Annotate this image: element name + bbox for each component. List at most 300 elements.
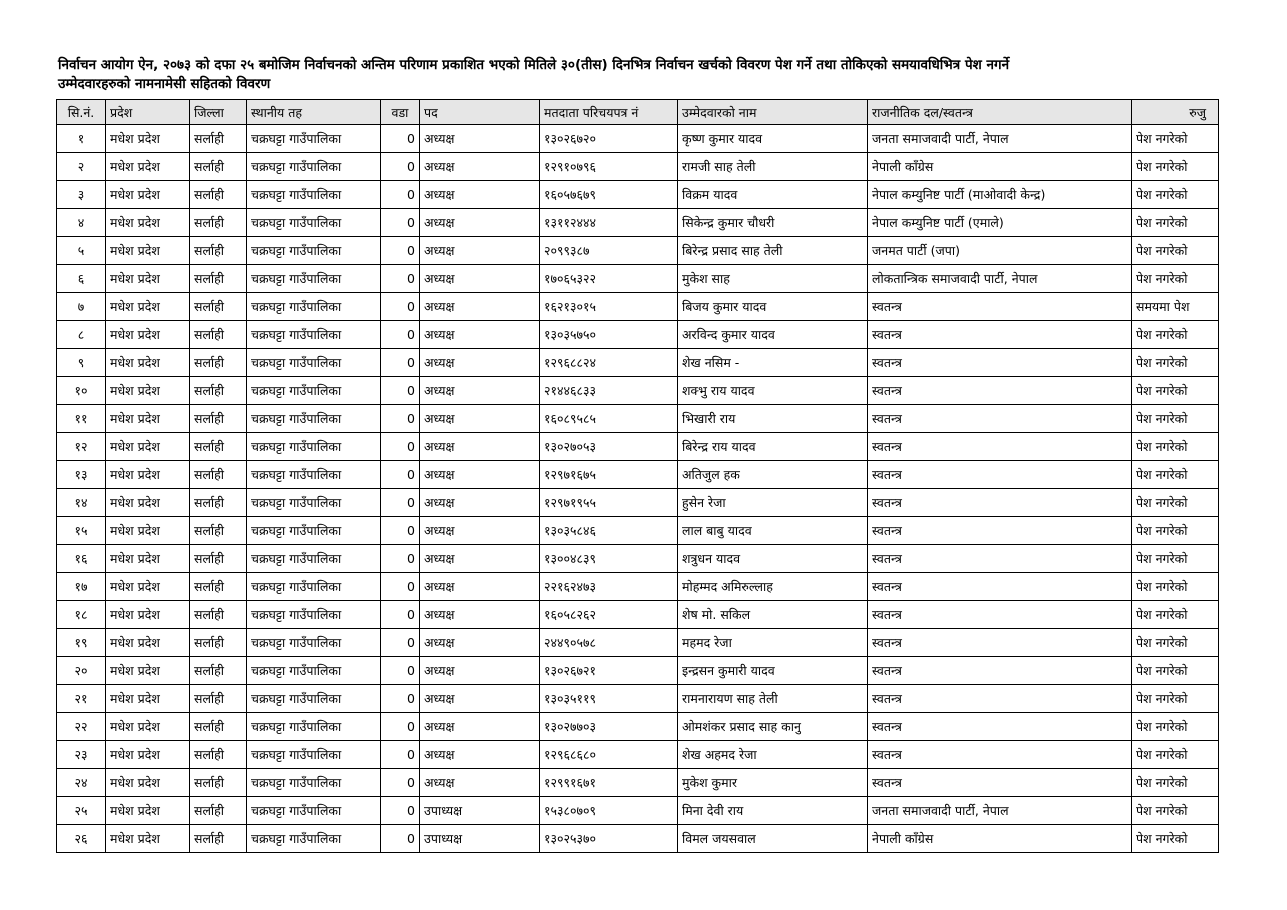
- serial-cell: १: [57, 125, 106, 153]
- table-header-row: [57, 100, 1219, 125]
- candidate-name-cell: शक्भु राय यादव: [678, 377, 868, 405]
- status-cell: पेश नगरेको: [1132, 545, 1219, 573]
- voter-id-cell: १६२१३०१५: [540, 293, 678, 321]
- status-cell: पेश नगरेको: [1132, 769, 1219, 797]
- province-cell: मधेश प्रदेश: [106, 489, 190, 517]
- party-cell: स्वतन्त्र: [868, 545, 1132, 573]
- ward-cell: 0: [381, 601, 420, 629]
- table-row: [57, 573, 1219, 601]
- party-cell: स्वतन्त्र: [868, 517, 1132, 545]
- party-cell: स्वतन्त्र: [868, 405, 1132, 433]
- local-level-cell: चक्रघट्टा गाउँपालिका: [247, 293, 381, 321]
- candidate-name-cell: हुसेन रेजा: [678, 489, 868, 517]
- status-cell: पेश नगरेको: [1132, 433, 1219, 461]
- status-cell: पेश नगरेको: [1132, 741, 1219, 769]
- party-cell: स्वतन्त्र: [868, 713, 1132, 741]
- province-cell: मधेश प्रदेश: [106, 741, 190, 769]
- candidate-name-cell: ओमशंकर प्रसाद साह कानु: [678, 713, 868, 741]
- party-cell: स्वतन्त्र: [868, 293, 1132, 321]
- serial-cell: २६: [57, 825, 106, 853]
- district-cell: सर्लाही: [190, 825, 247, 853]
- district-cell: सर्लाही: [190, 265, 247, 293]
- table-row: [57, 349, 1219, 377]
- col-header-status: रुजु: [1132, 100, 1219, 125]
- voter-id-cell: १२९९१६७१: [540, 769, 678, 797]
- table-row: [57, 461, 1219, 489]
- local-level-cell: चक्रघट्टा गाउँपालिका: [247, 685, 381, 713]
- serial-cell: ५: [57, 237, 106, 265]
- district-cell: सर्लाही: [190, 601, 247, 629]
- district-cell: सर्लाही: [190, 713, 247, 741]
- province-cell: मधेश प्रदेश: [106, 209, 190, 237]
- local-level-cell: चक्रघट्टा गाउँपालिका: [247, 545, 381, 573]
- province-cell: मधेश प्रदेश: [106, 433, 190, 461]
- post-cell: अध्यक्ष: [420, 209, 540, 237]
- candidate-name-cell: विक्रम यादव: [678, 181, 868, 209]
- party-cell: जनता समाजवादी पार्टी, नेपाल: [868, 797, 1132, 825]
- table-row: [57, 713, 1219, 741]
- voter-id-cell: १३११२४४४: [540, 209, 678, 237]
- post-cell: अध्यक्ष: [420, 573, 540, 601]
- status-cell: पेश नगरेको: [1132, 657, 1219, 685]
- candidate-name-cell: मुकेश कुमार: [678, 769, 868, 797]
- ward-cell: 0: [381, 573, 420, 601]
- voter-id-cell: २०९९३८७: [540, 237, 678, 265]
- status-cell: पेश नगरेको: [1132, 713, 1219, 741]
- party-cell: स्वतन्त्र: [868, 601, 1132, 629]
- col-header-serial: सि.नं.: [57, 100, 106, 125]
- table-row: [57, 601, 1219, 629]
- ward-cell: 0: [381, 713, 420, 741]
- candidate-name-cell: बिरेन्द्र राय यादव: [678, 433, 868, 461]
- col-header-candidate-name: उम्मेदवारको नाम: [678, 100, 868, 125]
- party-cell: स्वतन्त्र: [868, 461, 1132, 489]
- post-cell: अध्यक्ष: [420, 405, 540, 433]
- table-row: [57, 797, 1219, 825]
- table-row: [57, 741, 1219, 769]
- voter-id-cell: १२९७१९५५: [540, 489, 678, 517]
- post-cell: अध्यक्ष: [420, 545, 540, 573]
- candidate-name-cell: कृष्ण कुमार यादव: [678, 125, 868, 153]
- post-cell: अध्यक्ष: [420, 181, 540, 209]
- province-cell: मधेश प्रदेश: [106, 461, 190, 489]
- local-level-cell: चक्रघट्टा गाउँपालिका: [247, 349, 381, 377]
- voter-id-cell: १२९१०७९६: [540, 153, 678, 181]
- local-level-cell: चक्रघट्टा गाउँपालिका: [247, 461, 381, 489]
- ward-cell: 0: [381, 629, 420, 657]
- serial-cell: ६: [57, 265, 106, 293]
- post-cell: अध्यक्ष: [420, 685, 540, 713]
- col-header-district: जिल्ला: [190, 100, 247, 125]
- district-cell: सर्लाही: [190, 769, 247, 797]
- ward-cell: 0: [381, 657, 420, 685]
- serial-cell: २: [57, 153, 106, 181]
- province-cell: मधेश प्रदेश: [106, 629, 190, 657]
- serial-cell: २१: [57, 685, 106, 713]
- ward-cell: 0: [381, 685, 420, 713]
- party-cell: स्वतन्त्र: [868, 489, 1132, 517]
- party-cell: स्वतन्त्र: [868, 433, 1132, 461]
- table-row: [57, 405, 1219, 433]
- province-cell: मधेश प्रदेश: [106, 153, 190, 181]
- table-row: [57, 181, 1219, 209]
- district-cell: सर्लाही: [190, 741, 247, 769]
- local-level-cell: चक्रघट्टा गाउँपालिका: [247, 181, 381, 209]
- district-cell: सर्लाही: [190, 685, 247, 713]
- table-row: [57, 629, 1219, 657]
- post-cell: उपाध्यक्ष: [420, 825, 540, 853]
- local-level-cell: चक्रघट्टा गाउँपालिका: [247, 825, 381, 853]
- serial-cell: १३: [57, 461, 106, 489]
- voter-id-cell: १७०६५३२२: [540, 265, 678, 293]
- voter-id-cell: २४४९०५७८: [540, 629, 678, 657]
- candidate-name-cell: अतिजुल हक: [678, 461, 868, 489]
- voter-id-cell: २१४४६८३३: [540, 377, 678, 405]
- title-line-1: निर्वाचन आयोग ऐन, २०७३ को दफा २५ बमोजिम निर्वाचनको अन्तिम परिणाम प्रकाशित भएको मितिले ३०(तीस) दिनभित्र निर्वाचन खर्चको विवरण पेश गर्ने तथा तोकिएको समयावधिभित्र पेश नगर्ने: [58, 57, 1010, 73]
- ward-cell: 0: [381, 545, 420, 573]
- district-cell: सर्लाही: [190, 321, 247, 349]
- voter-id-cell: १६०८९५८५: [540, 405, 678, 433]
- district-cell: सर्लाही: [190, 209, 247, 237]
- serial-cell: १४: [57, 489, 106, 517]
- ward-cell: 0: [381, 489, 420, 517]
- party-cell: नेपाल कम्युनिष्ट पार्टी (एमाले): [868, 209, 1132, 237]
- candidate-name-cell: शेष मो. सकिल: [678, 601, 868, 629]
- province-cell: मधेश प्रदेश: [106, 769, 190, 797]
- serial-cell: २५: [57, 797, 106, 825]
- table-row: [57, 825, 1219, 853]
- post-cell: अध्यक्ष: [420, 489, 540, 517]
- serial-cell: १७: [57, 573, 106, 601]
- district-cell: सर्लाही: [190, 545, 247, 573]
- local-level-cell: चक्रघट्टा गाउँपालिका: [247, 153, 381, 181]
- post-cell: अध्यक्ष: [420, 517, 540, 545]
- local-level-cell: चक्रघट्टा गाउँपालिका: [247, 797, 381, 825]
- post-cell: अध्यक्ष: [420, 265, 540, 293]
- candidate-name-cell: महमद रेजा: [678, 629, 868, 657]
- district-cell: सर्लाही: [190, 125, 247, 153]
- candidate-name-cell: लाल बाबु यादव: [678, 517, 868, 545]
- province-cell: मधेश प्रदेश: [106, 237, 190, 265]
- table-row: [57, 545, 1219, 573]
- party-cell: स्वतन्त्र: [868, 349, 1132, 377]
- ward-cell: 0: [381, 769, 420, 797]
- province-cell: मधेश प्रदेश: [106, 797, 190, 825]
- local-level-cell: चक्रघट्टा गाउँपालिका: [247, 713, 381, 741]
- candidate-name-cell: विमल जयसवाल: [678, 825, 868, 853]
- local-level-cell: चक्रघट्टा गाउँपालिका: [247, 433, 381, 461]
- status-cell: पेश नगरेको: [1132, 377, 1219, 405]
- col-header-voter-id: मतदाता परिचयपत्र नं: [540, 100, 678, 125]
- ward-cell: 0: [381, 153, 420, 181]
- party-cell: स्वतन्त्र: [868, 573, 1132, 601]
- status-cell: पेश नगरेको: [1132, 601, 1219, 629]
- col-header-local-level: स्थानीय तह: [247, 100, 381, 125]
- serial-cell: ४: [57, 209, 106, 237]
- col-header-province: प्रदेश: [106, 100, 190, 125]
- voter-id-cell: १३०३५११९: [540, 685, 678, 713]
- district-cell: सर्लाही: [190, 181, 247, 209]
- voter-id-cell: १३०२६७२१: [540, 657, 678, 685]
- post-cell: अध्यक्ष: [420, 433, 540, 461]
- ward-cell: 0: [381, 209, 420, 237]
- party-cell: स्वतन्त्र: [868, 629, 1132, 657]
- table-row: [57, 489, 1219, 517]
- table-row: [57, 209, 1219, 237]
- status-cell: पेश नगरेको: [1132, 181, 1219, 209]
- party-cell: लोकतान्त्रिक समाजवादी पार्टी, नेपाल: [868, 265, 1132, 293]
- voter-id-cell: १२९६८६८०: [540, 741, 678, 769]
- local-level-cell: चक्रघट्टा गाउँपालिका: [247, 125, 381, 153]
- candidate-name-cell: शेख अहमद रेजा: [678, 741, 868, 769]
- candidate-name-cell: भिखारी राय: [678, 405, 868, 433]
- table-row: [57, 685, 1219, 713]
- voter-id-cell: १३०२५३७०: [540, 825, 678, 853]
- province-cell: मधेश प्रदेश: [106, 405, 190, 433]
- province-cell: मधेश प्रदेश: [106, 125, 190, 153]
- local-level-cell: चक्रघट्टा गाउँपालिका: [247, 517, 381, 545]
- post-cell: अध्यक्ष: [420, 769, 540, 797]
- table-row: [57, 125, 1219, 153]
- serial-cell: १९: [57, 629, 106, 657]
- table-row: [57, 265, 1219, 293]
- serial-cell: १८: [57, 601, 106, 629]
- post-cell: उपाध्यक्ष: [420, 797, 540, 825]
- status-cell: पेश नगरेको: [1132, 629, 1219, 657]
- ward-cell: 0: [381, 825, 420, 853]
- candidate-name-cell: मोहम्मद अमिरुल्लाह: [678, 573, 868, 601]
- status-cell: पेश नगरेको: [1132, 265, 1219, 293]
- voter-id-cell: २२१६२४७३: [540, 573, 678, 601]
- status-cell: पेश नगरेको: [1132, 237, 1219, 265]
- district-cell: सर्लाही: [190, 237, 247, 265]
- party-cell: नेपाल कम्युनिष्ट पार्टी (माओवादी केन्द्र): [868, 181, 1132, 209]
- post-cell: अध्यक्ष: [420, 349, 540, 377]
- party-cell: स्वतन्त्र: [868, 657, 1132, 685]
- table-row: [57, 517, 1219, 545]
- voter-id-cell: १२९६८८२४: [540, 349, 678, 377]
- district-cell: सर्लाही: [190, 797, 247, 825]
- ward-cell: 0: [381, 349, 420, 377]
- province-cell: मधेश प्रदेश: [106, 685, 190, 713]
- serial-cell: १६: [57, 545, 106, 573]
- col-header-ward: वडा: [381, 100, 420, 125]
- candidate-name-cell: रामजी साह तेली: [678, 153, 868, 181]
- district-cell: सर्लाही: [190, 349, 247, 377]
- post-cell: अध्यक्ष: [420, 237, 540, 265]
- province-cell: मधेश प्रदेश: [106, 657, 190, 685]
- status-cell: पेश नगरेको: [1132, 797, 1219, 825]
- district-cell: सर्लाही: [190, 461, 247, 489]
- province-cell: मधेश प्रदेश: [106, 573, 190, 601]
- status-cell: पेश नगरेको: [1132, 349, 1219, 377]
- serial-cell: ३: [57, 181, 106, 209]
- ward-cell: 0: [381, 237, 420, 265]
- serial-cell: २४: [57, 769, 106, 797]
- status-cell: पेश नगरेको: [1132, 573, 1219, 601]
- voter-id-cell: १३०२६७२०: [540, 125, 678, 153]
- local-level-cell: चक्रघट्टा गाउँपालिका: [247, 237, 381, 265]
- province-cell: मधेश प्रदेश: [106, 181, 190, 209]
- local-level-cell: चक्रघट्टा गाउँपालिका: [247, 377, 381, 405]
- status-cell: पेश नगरेको: [1132, 461, 1219, 489]
- ward-cell: 0: [381, 125, 420, 153]
- party-cell: स्वतन्त्र: [868, 685, 1132, 713]
- serial-cell: ११: [57, 405, 106, 433]
- district-cell: सर्लाही: [190, 517, 247, 545]
- candidate-name-cell: रामनारायण साह तेली: [678, 685, 868, 713]
- table-row: [57, 153, 1219, 181]
- voter-id-cell: १६०५७६७९: [540, 181, 678, 209]
- ward-cell: 0: [381, 797, 420, 825]
- post-cell: अध्यक्ष: [420, 461, 540, 489]
- post-cell: अध्यक्ष: [420, 629, 540, 657]
- province-cell: मधेश प्रदेश: [106, 713, 190, 741]
- district-cell: सर्लाही: [190, 293, 247, 321]
- candidate-name-cell: मुकेश साह: [678, 265, 868, 293]
- status-cell: समयमा पेश: [1132, 293, 1219, 321]
- post-cell: अध्यक्ष: [420, 741, 540, 769]
- candidate-name-cell: बिरेन्द्र प्रसाद साह तेली: [678, 237, 868, 265]
- party-cell: नेपाली काँग्रेस: [868, 153, 1132, 181]
- ward-cell: 0: [381, 405, 420, 433]
- status-cell: पेश नगरेको: [1132, 825, 1219, 853]
- province-cell: मधेश प्रदेश: [106, 825, 190, 853]
- local-level-cell: चक्रघट्टा गाउँपालिका: [247, 209, 381, 237]
- table-row: [57, 769, 1219, 797]
- voter-id-cell: १३०२७०५३: [540, 433, 678, 461]
- candidate-name-cell: सिकेन्द्र कुमार चौधरी: [678, 209, 868, 237]
- party-cell: जनमत पार्टी (जपा): [868, 237, 1132, 265]
- status-cell: पेश नगरेको: [1132, 685, 1219, 713]
- party-cell: स्वतन्त्र: [868, 741, 1132, 769]
- province-cell: मधेश प्रदेश: [106, 349, 190, 377]
- ward-cell: 0: [381, 461, 420, 489]
- party-cell: स्वतन्त्र: [868, 321, 1132, 349]
- serial-cell: २२: [57, 713, 106, 741]
- district-cell: सर्लाही: [190, 629, 247, 657]
- party-cell: स्वतन्त्र: [868, 769, 1132, 797]
- serial-cell: १२: [57, 433, 106, 461]
- voter-id-cell: १६०५८२६२: [540, 601, 678, 629]
- candidate-name-cell: शत्रुधन यादव: [678, 545, 868, 573]
- status-cell: पेश नगरेको: [1132, 517, 1219, 545]
- serial-cell: २३: [57, 741, 106, 769]
- candidate-name-cell: अरविन्द कुमार यादव: [678, 321, 868, 349]
- ward-cell: 0: [381, 321, 420, 349]
- voter-id-cell: १२९७१६७५: [540, 461, 678, 489]
- post-cell: अध्यक्ष: [420, 713, 540, 741]
- table-row: [57, 657, 1219, 685]
- ward-cell: 0: [381, 181, 420, 209]
- party-cell: नेपाली काँग्रेस: [868, 825, 1132, 853]
- status-cell: पेश नगरेको: [1132, 125, 1219, 153]
- ward-cell: 0: [381, 377, 420, 405]
- title-line-2: उम्मेदवारहरुको नामनामेसी सहितको विवरण: [58, 76, 271, 92]
- voter-id-cell: १३००४८३९: [540, 545, 678, 573]
- status-cell: पेश नगरेको: [1132, 321, 1219, 349]
- province-cell: मधेश प्रदेश: [106, 265, 190, 293]
- serial-cell: १५: [57, 517, 106, 545]
- page-title: [58, 56, 1228, 94]
- candidate-name-cell: मिना देवी राय: [678, 797, 868, 825]
- ward-cell: 0: [381, 293, 420, 321]
- status-cell: पेश नगरेको: [1132, 209, 1219, 237]
- candidate-name-cell: शेख नसिम -: [678, 349, 868, 377]
- post-cell: अध्यक्ष: [420, 601, 540, 629]
- serial-cell: ७: [57, 293, 106, 321]
- candidate-table: [56, 99, 1219, 853]
- local-level-cell: चक्रघट्टा गाउँपालिका: [247, 657, 381, 685]
- ward-cell: 0: [381, 517, 420, 545]
- post-cell: अध्यक्ष: [420, 125, 540, 153]
- district-cell: सर्लाही: [190, 433, 247, 461]
- local-level-cell: चक्रघट्टा गाउँपालिका: [247, 265, 381, 293]
- local-level-cell: चक्रघट्टा गाउँपालिका: [247, 489, 381, 517]
- party-cell: जनता समाजवादी पार्टी, नेपाल: [868, 125, 1132, 153]
- status-cell: पेश नगरेको: [1132, 153, 1219, 181]
- local-level-cell: चक्रघट्टा गाउँपालिका: [247, 741, 381, 769]
- post-cell: अध्यक्ष: [420, 321, 540, 349]
- voter-id-cell: १३०२७७०३: [540, 713, 678, 741]
- province-cell: मधेश प्रदेश: [106, 377, 190, 405]
- province-cell: मधेश प्रदेश: [106, 517, 190, 545]
- party-cell: स्वतन्त्र: [868, 377, 1132, 405]
- local-level-cell: चक्रघट्टा गाउँपालिका: [247, 629, 381, 657]
- col-header-post: पद: [420, 100, 540, 125]
- voter-id-cell: १५३८०७०९: [540, 797, 678, 825]
- serial-cell: ९: [57, 349, 106, 377]
- table-row: [57, 237, 1219, 265]
- local-level-cell: चक्रघट्टा गाउँपालिका: [247, 573, 381, 601]
- district-cell: सर्लाही: [190, 377, 247, 405]
- table-row: [57, 321, 1219, 349]
- serial-cell: ८: [57, 321, 106, 349]
- voter-id-cell: १३०३५७५०: [540, 321, 678, 349]
- post-cell: अध्यक्ष: [420, 657, 540, 685]
- local-level-cell: चक्रघट्टा गाउँपालिका: [247, 405, 381, 433]
- district-cell: सर्लाही: [190, 657, 247, 685]
- ward-cell: 0: [381, 433, 420, 461]
- district-cell: सर्लाही: [190, 405, 247, 433]
- status-cell: पेश नगरेको: [1132, 489, 1219, 517]
- candidate-name-cell: बिजय कुमार यादव: [678, 293, 868, 321]
- province-cell: मधेश प्रदेश: [106, 321, 190, 349]
- district-cell: सर्लाही: [190, 573, 247, 601]
- local-level-cell: चक्रघट्टा गाउँपालिका: [247, 321, 381, 349]
- local-level-cell: चक्रघट्टा गाउँपालिका: [247, 601, 381, 629]
- table-row: [57, 377, 1219, 405]
- local-level-cell: चक्रघट्टा गाउँपालिका: [247, 769, 381, 797]
- province-cell: मधेश प्रदेश: [106, 601, 190, 629]
- col-header-party: राजनीतिक दल/स्वतन्त्र: [868, 100, 1132, 125]
- table-row: [57, 433, 1219, 461]
- status-cell: पेश नगरेको: [1132, 405, 1219, 433]
- table-row: [57, 293, 1219, 321]
- candidate-name-cell: इन्द्रसन कुमारी यादव: [678, 657, 868, 685]
- ward-cell: 0: [381, 741, 420, 769]
- province-cell: मधेश प्रदेश: [106, 293, 190, 321]
- post-cell: अध्यक्ष: [420, 153, 540, 181]
- post-cell: अध्यक्ष: [420, 377, 540, 405]
- district-cell: सर्लाही: [190, 489, 247, 517]
- serial-cell: १०: [57, 377, 106, 405]
- ward-cell: 0: [381, 265, 420, 293]
- voter-id-cell: १३०३५८४६: [540, 517, 678, 545]
- post-cell: अध्यक्ष: [420, 293, 540, 321]
- serial-cell: २०: [57, 657, 106, 685]
- province-cell: मधेश प्रदेश: [106, 545, 190, 573]
